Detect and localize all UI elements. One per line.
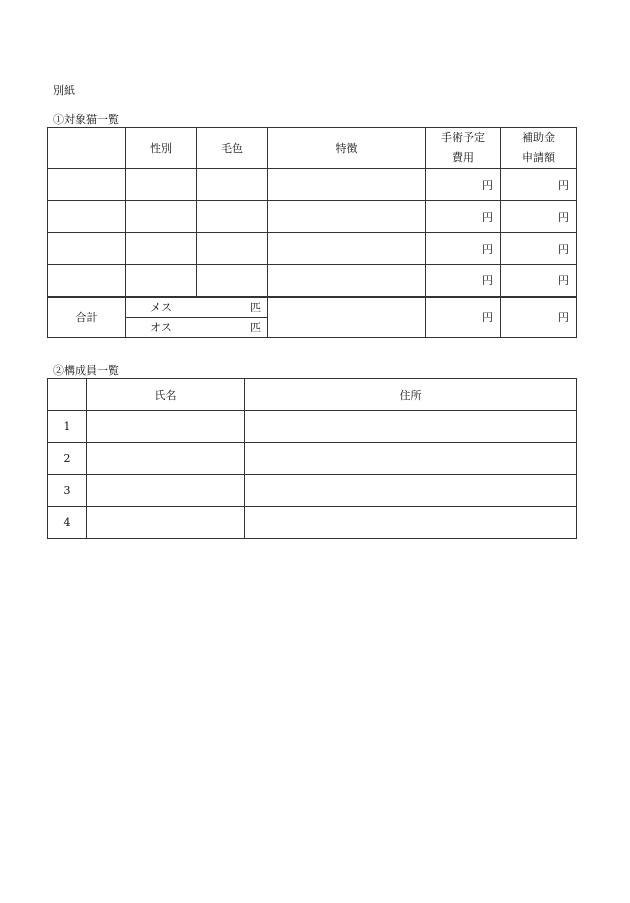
member-name-cell[interactable] (87, 411, 245, 443)
header-subsidy-amount (501, 128, 577, 169)
members-header-row (48, 379, 577, 411)
cats-total-row (48, 297, 577, 338)
cats-section-heading: ①対象猫一覧 (53, 113, 119, 126)
member-name-cell[interactable] (87, 443, 245, 475)
cat-coat-cell[interactable] (197, 265, 268, 297)
cats-table (47, 127, 577, 338)
cat-row (48, 233, 577, 265)
member-name-cell[interactable] (87, 507, 245, 539)
member-row-number: 3 (48, 475, 87, 507)
cat-subsidy-cell[interactable] (501, 201, 577, 233)
yen-unit: 円 (558, 311, 569, 324)
cat-subsidy-cell[interactable] (501, 233, 577, 265)
header-address: 住所 (245, 379, 577, 411)
cats-header-row (48, 128, 577, 169)
cat-coat-cell[interactable] (197, 201, 268, 233)
member-row (48, 507, 577, 539)
cat-subsidy-cell[interactable] (501, 169, 577, 201)
yen-unit: 円 (482, 311, 493, 324)
yen-unit: 円 (482, 242, 493, 256)
members-section-heading: ②構成員一覧 (53, 364, 119, 377)
yen-unit: 円 (482, 178, 493, 192)
member-row-number: 4 (48, 507, 87, 539)
header-blank-cell (48, 379, 87, 411)
member-row-number: 2 (48, 443, 87, 475)
cat-features-cell[interactable] (268, 201, 426, 233)
cat-id-cell[interactable] (48, 265, 126, 297)
member-row-number: 1 (48, 411, 87, 443)
cat-coat-cell[interactable] (197, 169, 268, 201)
cat-row (48, 201, 577, 233)
total-female-label: メス (150, 301, 172, 314)
member-address-cell[interactable] (245, 475, 577, 507)
yen-unit: 円 (482, 210, 493, 224)
cat-counter-unit: 匹 (250, 301, 261, 314)
cat-surgery-cost-cell[interactable] (426, 201, 501, 233)
header-surgery-cost (426, 128, 501, 169)
yen-unit: 円 (558, 242, 569, 256)
cat-surgery-cost-cell[interactable] (426, 169, 501, 201)
member-row (48, 443, 577, 475)
header-sex: 性別 (126, 128, 197, 169)
member-row (48, 411, 577, 443)
yen-unit: 円 (558, 274, 569, 288)
total-female-count[interactable] (126, 298, 267, 317)
header-name: 氏名 (87, 379, 245, 411)
cat-sex-cell[interactable] (126, 169, 197, 201)
cat-id-cell[interactable] (48, 201, 126, 233)
members-table (47, 378, 577, 539)
cat-features-cell[interactable] (268, 169, 426, 201)
cat-counter-unit: 匹 (250, 321, 261, 334)
member-row (48, 475, 577, 507)
cat-subsidy-cell[interactable] (501, 265, 577, 297)
yen-unit: 円 (482, 274, 493, 288)
cat-row (48, 265, 577, 297)
cat-id-cell[interactable] (48, 233, 126, 265)
yen-unit: 円 (558, 210, 569, 224)
cat-features-cell[interactable] (268, 233, 426, 265)
total-surgery-cost-cell[interactable] (426, 297, 501, 338)
total-subsidy-cell[interactable] (501, 297, 577, 338)
header-subsidy-line2: 申請額 (522, 151, 555, 164)
header-features: 特徴 (268, 128, 426, 169)
header-coat-color: 毛色 (197, 128, 268, 169)
attachment-label: 別紙 (53, 84, 75, 97)
cat-row (48, 169, 577, 201)
member-address-cell[interactable] (245, 443, 577, 475)
header-subsidy-line1: 補助金 (522, 131, 555, 144)
header-surgery-cost-line2: 費用 (452, 151, 474, 164)
member-name-cell[interactable] (87, 475, 245, 507)
cat-features-cell[interactable] (268, 265, 426, 297)
member-address-cell[interactable] (245, 507, 577, 539)
member-address-cell[interactable] (245, 411, 577, 443)
yen-unit: 円 (558, 178, 569, 192)
cat-surgery-cost-cell[interactable] (426, 265, 501, 297)
cat-sex-cell[interactable] (126, 265, 197, 297)
cat-coat-cell[interactable] (197, 233, 268, 265)
cat-surgery-cost-cell[interactable] (426, 233, 501, 265)
total-male-label: オス (150, 321, 172, 334)
total-male-count[interactable] (126, 317, 267, 337)
cat-sex-cell[interactable] (126, 201, 197, 233)
total-sex-count-cell (126, 297, 268, 338)
cat-sex-cell[interactable] (126, 233, 197, 265)
header-surgery-cost-line1: 手術予定 (441, 131, 485, 144)
cat-id-cell[interactable] (48, 169, 126, 201)
total-features-cell (268, 297, 426, 338)
header-blank-cell (48, 128, 126, 169)
total-label: 合計 (48, 297, 126, 338)
